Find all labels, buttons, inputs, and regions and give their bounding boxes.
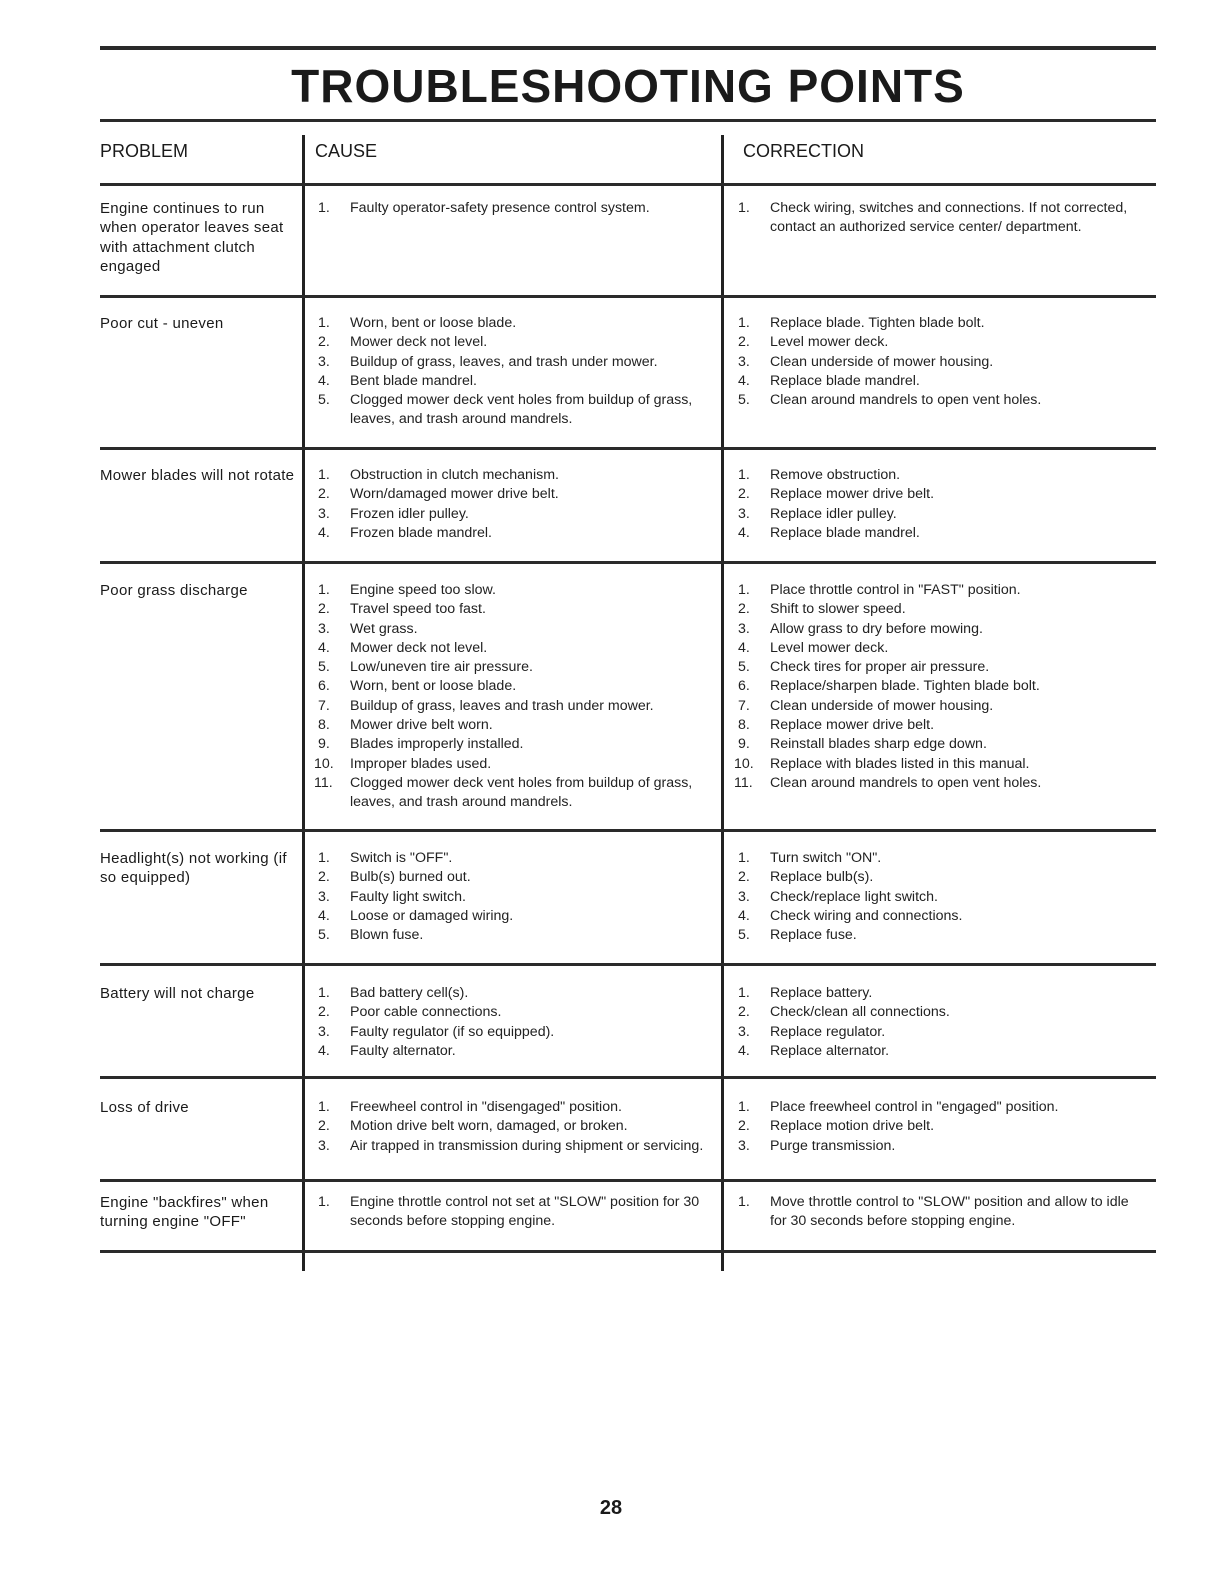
correction-list: [734, 199, 1144, 238]
cause-list: [314, 466, 714, 543]
cause-item: [314, 868, 714, 887]
item-text: Replace blade mandrel.: [770, 524, 920, 541]
item-text: Engine speed too slow.: [350, 582, 496, 598]
item-text: Buildup of grass, leaves, and trash under mower.: [350, 353, 658, 370]
item-number: 2.: [318, 869, 330, 886]
cause-item: [314, 1023, 714, 1042]
item-number: 4.: [738, 524, 750, 541]
item-number: 2.: [738, 1118, 750, 1135]
cause-item: [314, 849, 714, 868]
correction-item: [734, 639, 1144, 658]
correction-item: [734, 926, 1144, 945]
correction-item: [734, 466, 1144, 485]
item-text: Worn/damaged mower drive belt.: [350, 486, 559, 503]
cause-item: [314, 755, 714, 774]
item-text: Engine throttle control not set at "SLOW" position for 30 seconds before stopping engine.: [350, 1194, 700, 1230]
cause-item: [314, 907, 714, 926]
item-number: 1.: [738, 582, 750, 598]
item-number: 1.: [738, 467, 750, 483]
item-text: Motion drive belt worn, damaged, or broken.: [350, 1118, 628, 1135]
item-text: Bad battery cell(s).: [350, 985, 469, 1001]
item-text: Faulty alternator.: [350, 1042, 456, 1059]
item-text: Replace idler pulley.: [770, 505, 897, 522]
item-number: 3.: [738, 1137, 750, 1154]
item-number: 6.: [738, 678, 750, 695]
cause-item: [314, 581, 714, 600]
item-text: Replace battery.: [770, 985, 873, 1001]
item-text: Mower deck not level.: [350, 639, 488, 656]
cause-list: [314, 1193, 714, 1232]
item-number: 4.: [738, 1042, 750, 1059]
item-number: 3.: [738, 353, 750, 370]
item-text: Replace alternator.: [770, 1042, 890, 1059]
item-text: Worn, bent or loose blade.: [350, 678, 517, 695]
item-number: 1.: [318, 582, 330, 598]
correction-list: [734, 1098, 1144, 1156]
item-number: 5.: [318, 392, 330, 409]
item-number: 1.: [738, 1099, 750, 1115]
item-text: Level mower deck.: [770, 639, 889, 656]
correction-item: [734, 984, 1144, 1003]
item-text: Mower deck not level.: [350, 334, 488, 351]
item-text: Replace with blades listed in this manual.: [770, 755, 1030, 772]
item-number: 3.: [738, 505, 750, 522]
cause-item: [314, 391, 714, 430]
column-divider-correction: [721, 135, 724, 1271]
item-number: 4.: [738, 639, 750, 656]
cause-item: [314, 199, 714, 218]
item-number: 2.: [318, 1004, 330, 1021]
item-text: Check wiring, switches and connections. If not corrected, contact an authorized service center/ department.: [770, 200, 1128, 236]
item-number: 1.: [318, 200, 330, 216]
correction-item: [734, 1098, 1144, 1117]
item-number: 4.: [318, 372, 330, 389]
cause-item: [314, 1193, 714, 1232]
cause-item: [314, 1042, 714, 1061]
item-text: Low/uneven tire air pressure.: [350, 659, 533, 676]
item-number: 1.: [318, 985, 330, 1001]
problem-text: Poor grass discharge: [100, 582, 248, 599]
item-text: Faulty regulator (if so equipped).: [350, 1023, 555, 1040]
correction-item: [734, 755, 1144, 774]
item-text: Mower drive belt worn.: [350, 717, 493, 734]
cause-list: [314, 199, 714, 218]
correction-item: [734, 524, 1144, 543]
item-number: 3.: [738, 888, 750, 905]
cause-item: [314, 314, 714, 333]
problem-text: Engine continues to run when operator leaves seat with attachment clutch engaged: [100, 200, 284, 276]
item-text: Place throttle control in "FAST" position.: [770, 582, 1021, 598]
item-text: Check/clean all connections.: [770, 1004, 950, 1021]
cause-item: [314, 888, 714, 907]
item-number: 1.: [738, 1194, 750, 1210]
correction-item: [734, 333, 1144, 352]
item-number: 3.: [738, 1023, 750, 1040]
cause-item: [314, 677, 714, 696]
row-divider: [100, 1179, 1156, 1182]
item-text: Replace bulb(s).: [770, 869, 874, 886]
item-text: Replace/sharpen blade. Tighten blade bolt.: [770, 678, 1040, 695]
item-number: 5.: [318, 927, 330, 944]
item-number: 5.: [738, 392, 750, 409]
item-text: Freewheel control in "disengaged" position.: [350, 1099, 622, 1115]
correction-item: [734, 391, 1144, 410]
cause-item: [314, 600, 714, 619]
item-text: Faulty operator-safety presence control system.: [350, 200, 650, 216]
correction-item: [734, 658, 1144, 677]
header-correction: CORRECTION: [743, 141, 864, 161]
item-number: 7.: [738, 697, 750, 714]
header-problem: PROBLEM: [100, 141, 189, 161]
correction-list: [734, 1193, 1144, 1232]
item-text: Switch is "OFF".: [350, 850, 453, 866]
item-number: 2.: [738, 601, 750, 618]
item-number: 2.: [318, 334, 330, 351]
item-number: 4.: [318, 639, 330, 656]
item-text: Check/replace light switch.: [770, 888, 938, 905]
problem-text: Engine "backfires" when turning engine "OFF": [100, 1194, 269, 1231]
item-number: 5.: [738, 927, 750, 944]
correction-item: [734, 774, 1144, 793]
item-text: Faulty light switch.: [350, 888, 466, 905]
item-text: Buildup of grass, leaves and trash under mower.: [350, 697, 654, 714]
item-number: 8.: [318, 717, 330, 734]
cause-list: [314, 849, 714, 945]
item-text: Blades improperly installed.: [350, 736, 524, 753]
item-text: Replace blade mandrel.: [770, 372, 920, 389]
correction-item: [734, 505, 1144, 524]
item-text: Place freewheel control in "engaged" position.: [770, 1099, 1059, 1115]
item-text: Check wiring and connections.: [770, 907, 963, 924]
item-text: Clean around mandrels to open vent holes.: [770, 774, 1042, 791]
item-text: Clogged mower deck vent holes from buildup of grass, leaves, and trash around mandrels.: [350, 774, 693, 811]
item-text: Air trapped in transmission during shipment or servicing.: [350, 1137, 704, 1154]
item-number: 3.: [318, 353, 330, 370]
item-number: 4.: [738, 372, 750, 389]
item-number: 1.: [738, 850, 750, 866]
item-text: Clean around mandrels to open vent holes.: [770, 392, 1042, 409]
item-text: Obstruction in clutch mechanism.: [350, 467, 559, 483]
cause-item: [314, 353, 714, 372]
title-rule: [100, 119, 1156, 122]
item-text: Bent blade mandrel.: [350, 372, 477, 389]
row-divider: [100, 1250, 1156, 1253]
cause-item: [314, 333, 714, 352]
item-text: Turn switch "ON".: [770, 850, 882, 866]
header-cause: CAUSE: [315, 141, 378, 161]
row-divider: [100, 963, 1156, 966]
cause-item: [314, 639, 714, 658]
item-text: Replace motion drive belt.: [770, 1118, 935, 1135]
item-number: 9.: [738, 736, 750, 753]
item-text: Level mower deck.: [770, 334, 889, 351]
item-text: Improper blades used.: [350, 755, 492, 772]
top-rule: [100, 46, 1156, 50]
correction-item: [734, 716, 1144, 735]
correction-item: [734, 697, 1144, 716]
item-number: 3.: [738, 620, 750, 637]
item-text: Bulb(s) burned out.: [350, 869, 471, 886]
cause-list: [314, 1098, 714, 1156]
correction-item: [734, 1193, 1144, 1232]
problem-text: Headlight(s) not working (if so equipped): [100, 850, 287, 887]
item-number: 5.: [738, 659, 750, 676]
cause-item: [314, 1003, 714, 1022]
correction-item: [734, 620, 1144, 639]
correction-item: [734, 677, 1144, 696]
item-number: 1.: [318, 1194, 330, 1210]
cause-item: [314, 485, 714, 504]
item-number: 6.: [318, 678, 330, 695]
item-text: Allow grass to dry before mowing.: [770, 620, 983, 637]
problem-text: Battery will not charge: [100, 985, 255, 1002]
correction-item: [734, 1042, 1144, 1061]
item-number: 11.: [314, 774, 333, 791]
item-number: 4.: [738, 907, 750, 924]
correction-item: [734, 485, 1144, 504]
correction-item: [734, 1137, 1144, 1156]
item-number: 2.: [318, 486, 330, 503]
cause-item: [314, 466, 714, 485]
item-text: Frozen idler pulley.: [350, 505, 469, 522]
item-number: 8.: [738, 717, 750, 734]
item-number: 5.: [318, 659, 330, 676]
correction-item: [734, 1023, 1144, 1042]
correction-item: [734, 735, 1144, 754]
item-number: 1.: [318, 467, 330, 483]
item-text: Replace fuse.: [770, 927, 857, 944]
item-text: Blown fuse.: [350, 927, 424, 944]
problem-text: Loss of drive: [100, 1099, 189, 1116]
item-number: 1.: [318, 315, 330, 331]
correction-item: [734, 1117, 1144, 1136]
item-number: 2.: [318, 1118, 330, 1135]
cause-item: [314, 735, 714, 754]
item-number: 1.: [738, 315, 750, 331]
item-number: 1.: [738, 200, 750, 216]
cause-item: [314, 774, 714, 813]
item-number: 11.: [734, 774, 753, 791]
item-number: 10.: [314, 755, 334, 772]
item-text: Wet grass.: [350, 620, 418, 637]
item-text: Check tires for proper air pressure.: [770, 659, 990, 676]
item-number: 9.: [318, 736, 330, 753]
item-text: Poor cable connections.: [350, 1004, 502, 1021]
cause-item: [314, 524, 714, 543]
item-number: 1.: [318, 850, 330, 866]
page-title: TROUBLESHOOTING POINTS: [291, 60, 965, 112]
item-text: Remove obstruction.: [770, 467, 901, 483]
item-number: 2.: [738, 486, 750, 503]
correction-item: [734, 849, 1144, 868]
cause-item: [314, 926, 714, 945]
item-text: Replace regulator.: [770, 1023, 886, 1040]
row-divider: [100, 829, 1156, 832]
item-number: 4.: [318, 907, 330, 924]
column-divider-cause: [302, 135, 305, 1271]
item-text: Clogged mower deck vent holes from buildup of grass, leaves, and trash around mandrels.: [350, 392, 693, 428]
item-number: 2.: [738, 334, 750, 351]
item-text: Replace blade. Tighten blade bolt.: [770, 315, 985, 331]
item-number: 7.: [318, 697, 330, 714]
item-text: Reinstall blades sharp edge down.: [770, 736, 987, 753]
page-number: 28: [599, 1497, 623, 1519]
correction-list: [734, 849, 1144, 945]
correction-list: [734, 314, 1144, 410]
cause-item: [314, 1098, 714, 1117]
correction-list: [734, 466, 1144, 543]
item-text: Travel speed too fast.: [350, 601, 486, 618]
cause-list: [314, 984, 714, 1061]
item-number: 3.: [318, 620, 330, 637]
correction-item: [734, 199, 1144, 238]
item-number: 2.: [738, 869, 750, 886]
correction-item: [734, 907, 1144, 926]
cause-list: [314, 314, 714, 430]
correction-item: [734, 1003, 1144, 1022]
item-number: 3.: [318, 1137, 330, 1154]
cause-item: [314, 505, 714, 524]
problem-text: Mower blades will not rotate: [100, 467, 295, 484]
item-text: Clean underside of mower housing.: [770, 353, 994, 370]
correction-item: [734, 888, 1144, 907]
correction-item: [734, 581, 1144, 600]
correction-item: [734, 353, 1144, 372]
correction-list: [734, 984, 1144, 1061]
header-rule: [100, 183, 1156, 186]
cause-item: [314, 372, 714, 391]
item-number: 4.: [318, 524, 330, 541]
row-divider: [100, 1076, 1156, 1079]
item-number: 3.: [318, 1023, 330, 1040]
item-number: 1.: [318, 1099, 330, 1115]
item-text: Loose or damaged wiring.: [350, 907, 514, 924]
item-number: 2.: [318, 601, 330, 618]
cause-item: [314, 658, 714, 677]
item-text: Worn, bent or loose blade.: [350, 315, 517, 331]
cause-item: [314, 1117, 714, 1136]
cause-list: [314, 581, 714, 813]
row-divider: [100, 295, 1156, 298]
item-number: 4.: [318, 1042, 330, 1059]
item-number: 10.: [734, 755, 754, 772]
cause-item: [314, 716, 714, 735]
item-text: Frozen blade mandrel.: [350, 524, 492, 541]
row-divider: [100, 447, 1156, 450]
item-text: Replace mower drive belt.: [770, 717, 935, 734]
correction-list: [734, 581, 1144, 793]
item-text: Clean underside of mower housing.: [770, 697, 994, 714]
problem-text: Poor cut - uneven: [100, 315, 224, 332]
item-number: 1.: [738, 985, 750, 1001]
item-number: 3.: [318, 888, 330, 905]
row-divider: [100, 561, 1156, 564]
correction-item: [734, 868, 1144, 887]
item-number: 3.: [318, 505, 330, 522]
cause-item: [314, 1137, 714, 1156]
item-number: 2.: [738, 1004, 750, 1021]
correction-item: [734, 600, 1144, 619]
correction-item: [734, 372, 1144, 391]
correction-item: [734, 314, 1144, 333]
cause-item: [314, 620, 714, 639]
item-text: Purge transmission.: [770, 1137, 896, 1154]
cause-item: [314, 697, 714, 716]
item-text: Replace mower drive belt.: [770, 486, 935, 503]
item-text: Shift to slower speed.: [770, 601, 906, 618]
cause-item: [314, 984, 714, 1003]
item-text: Move throttle control to "SLOW" position and allow to idle for 30 seconds before stopping engine.: [770, 1194, 1129, 1230]
